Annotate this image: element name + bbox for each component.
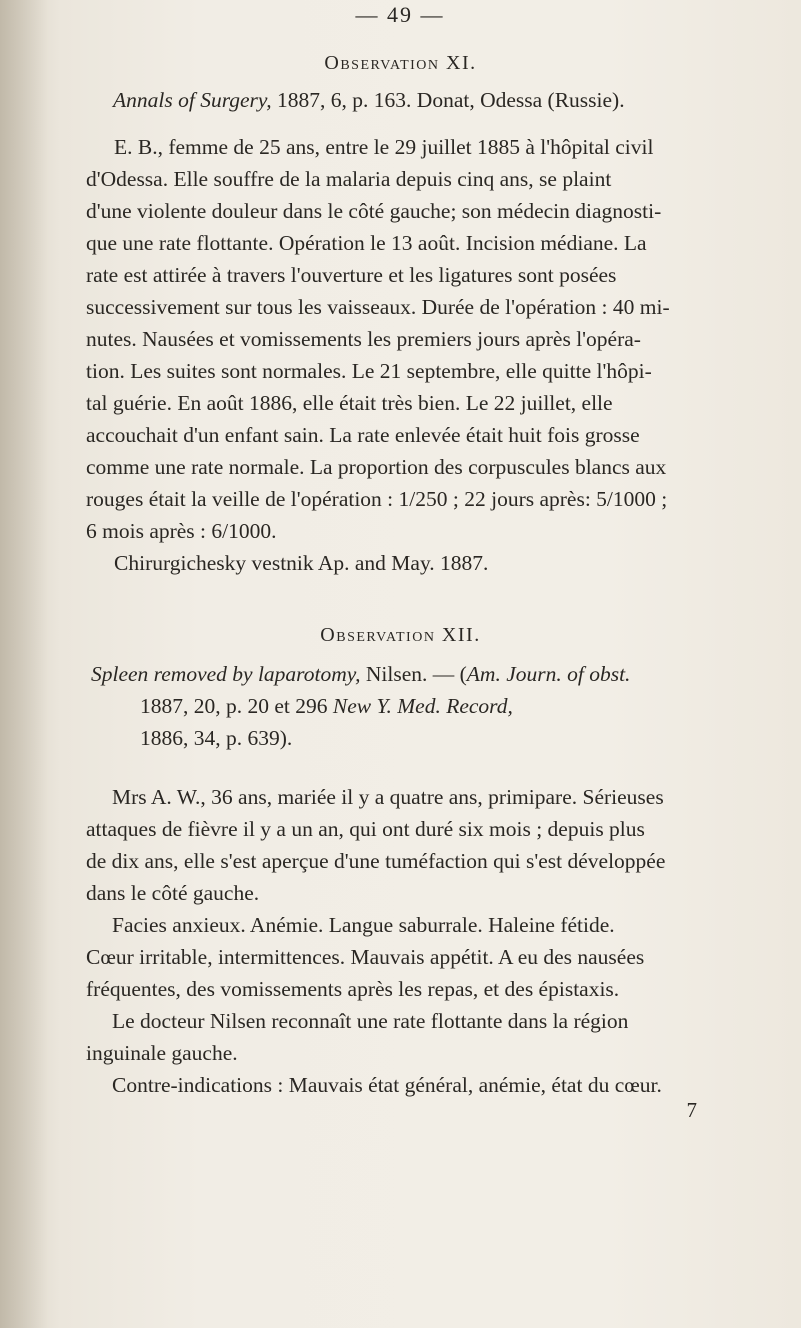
paragraph-line: d'Odessa. Elle souffre de la malaria depuis cinq ans, se plaint bbox=[86, 167, 612, 191]
journal-title: Am. Journ. of obst. bbox=[466, 662, 631, 686]
paragraph-line: rouges était la veille de l'opération : 1/250 ; 22 jours après: 5/1000 ; bbox=[86, 487, 668, 511]
paragraph-line: de dix ans, elle s'est aperçue d'une tuméfaction qui s'est développée bbox=[86, 849, 666, 873]
paragraph-line: fréquentes, des vomissements après les repas, et des épistaxis. bbox=[86, 977, 620, 1001]
paragraph-line: Facies anxieux. Anémie. Langue saburrale. Haleine fétide. bbox=[112, 913, 615, 937]
reference-line bbox=[91, 660, 630, 688]
paragraph-line: comme une rate normale. La proportion des corpuscules blancs aux bbox=[86, 455, 667, 479]
source-line: Chirurgichesky vestnik Ap. and May. 1887. bbox=[114, 551, 489, 575]
observation-xii-title: Observation XII. bbox=[320, 624, 481, 646]
reference-author: Nilsen. — ( bbox=[360, 662, 467, 686]
printer-signature-mark: 7 bbox=[686, 1098, 697, 1122]
reference-line bbox=[140, 692, 513, 720]
paragraph-line: Cœur irritable, intermittences. Mauvais appétit. A eu des nausées bbox=[86, 945, 645, 969]
journal-title: New Y. Med. Record, bbox=[332, 694, 513, 718]
paragraph-line: inguinale gauche. bbox=[86, 1041, 238, 1065]
page-number: — 49 — bbox=[355, 2, 445, 27]
paragraph-line: tal guérie. En août 1886, elle était très bien. Le 22 juillet, elle bbox=[86, 391, 613, 415]
paragraph-line: Le docteur Nilsen reconnaît une rate flottante dans la région bbox=[112, 1009, 629, 1033]
reference-line: 1886, 34, p. 639). bbox=[140, 726, 293, 750]
journal-title: Annals of Surgery, bbox=[113, 88, 272, 112]
paragraph-line: rate est attirée à travers l'ouverture et les ligatures sont posées bbox=[86, 263, 617, 287]
paragraph-line: d'une violente douleur dans le côté gauche; son médecin diagnosti- bbox=[86, 199, 662, 223]
paragraph-line: tion. Les suites sont normales. Le 21 septembre, elle quitte l'hôpi- bbox=[86, 359, 652, 383]
paragraph-line: dans le côté gauche. bbox=[86, 881, 260, 905]
reference-details: 1887, 20, p. 20 et 296 bbox=[140, 694, 333, 718]
paragraph-line: E. B., femme de 25 ans, entre le 29 juillet 1885 à l'hôpital civil bbox=[114, 135, 654, 159]
page-fold-shadow bbox=[0, 0, 48, 1328]
article-title: Spleen removed by laparotomy, bbox=[91, 662, 361, 686]
paragraph-line: Mrs A. W., 36 ans, mariée il y a quatre ans, primipare. Sérieuses bbox=[112, 785, 664, 809]
observation-xi-reference bbox=[113, 86, 625, 114]
paragraph-line: que une rate flottante. Opération le 13 août. Incision médiane. La bbox=[86, 231, 647, 255]
paragraph-line: 6 mois après : 6/1000. bbox=[86, 519, 277, 543]
paragraph-line: accouchait d'un enfant sain. La rate enlevée était huit fois grosse bbox=[86, 423, 640, 447]
paragraph-line: attaques de fièvre il y a un an, qui ont duré six mois ; depuis plus bbox=[86, 817, 645, 841]
paragraph-line: nutes. Nausées et vomissements les premiers jours après l'opéra- bbox=[86, 327, 641, 351]
paragraph-line: Contre-indications : Mauvais état général, anémie, état du cœur. bbox=[112, 1073, 662, 1097]
reference-details: 1887, 6, p. 163. Donat, Odessa (Russie). bbox=[271, 88, 625, 112]
observation-xi-title: Observation XI. bbox=[324, 52, 477, 74]
paragraph-line: successivement sur tous les vaisseaux. Durée de l'opération : 40 mi- bbox=[86, 295, 670, 319]
